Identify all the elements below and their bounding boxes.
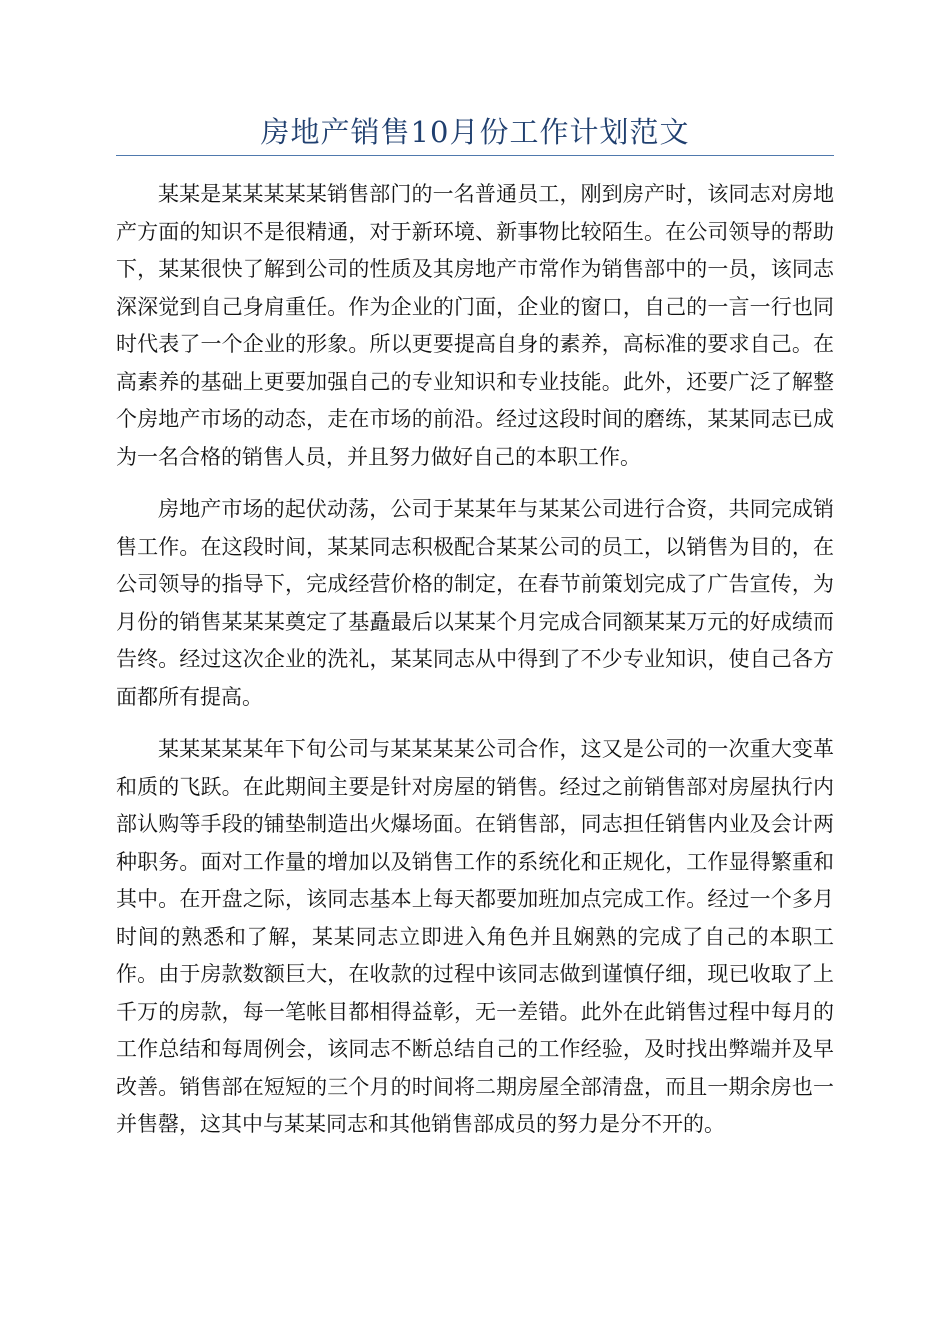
paragraph-1: 某某是某某某某某销售部门的一名普通员工，刚到房产时，该同志对房地产方面的知识不是很精通，对于新环境、新事物比较陌生。在公司领导的帮助下，某某很快了解到公司的性质及其房地产市常作为销售部中的一员，该同志深深觉到自己身肩重任。作为企业的门面，企业的窗口，自己的一言一行也同时代表了一个企业的形象。所以更要提高自身的素养，高标准的要求自己。在高素养的基础上更要加强自己的专业知识和专业技能。此外，还要广泛了解整个房地产市场的动态，走在市场的前沿。经过这段时间的磨练，某某同志已成为一名合格的销售人员，并且努力做好自己的本职工作。 bbox=[116, 182, 834, 469]
paragraph-3: 某某某某某年下旬公司与某某某某公司合作，这又是公司的一次重大变革和质的飞跃。在此期间主要是针对房屋的销售。经过之前销售部对房屋执行内部认购等手段的铺垫制造出火爆场面。在销售部，同志担任销售内业及会计两种职务。面对工作量的增加以及销售工作的系统化和正规化，工作显得繁重和其中。在开盘之际，该同志基本上每天都要加班加点完成工作。经过一个多月时间的熟悉和了解，某某同志立即进入角色并且娴熟的完成了自己的本职工作。由于房款数额巨大，在收款的过程中该同志做到谨慎仔细，现已收取了上千万的房款，每一笔帐目都相得益彰，无一差错。此外在此销售过程中每月的工作总结和每周例会，该同志不断总结自己的工作经验，及时找出弊端并及早改善。销售部在短短的三个月的时间将二期房屋全部清盘，而且一期余房也一并售罄，这其中与某某同志和其他销售部成员的努力是分不开的。 bbox=[116, 737, 834, 1136]
title-underline bbox=[116, 155, 834, 156]
paragraph-2: 房地产市场的起伏动荡，公司于某某年与某某公司进行合资，共同完成销售工作。在这段时间，某某同志积极配合某某公司的员工，以销售为目的，在公司领导的指导下，完成经营价格的制定，在春节前策划完成了广告宣传，为月份的销售某某某奠定了基矗最后以某某个月完成合同额某某万元的好成绩而告终。经过这次企业的洗礼，某某同志从中得到了不少专业知识，使自己各方面都所有提高。 bbox=[116, 497, 834, 709]
document-body bbox=[116, 176, 834, 1144]
document-title: 房地产销售10月份工作计划范文 bbox=[260, 115, 690, 149]
